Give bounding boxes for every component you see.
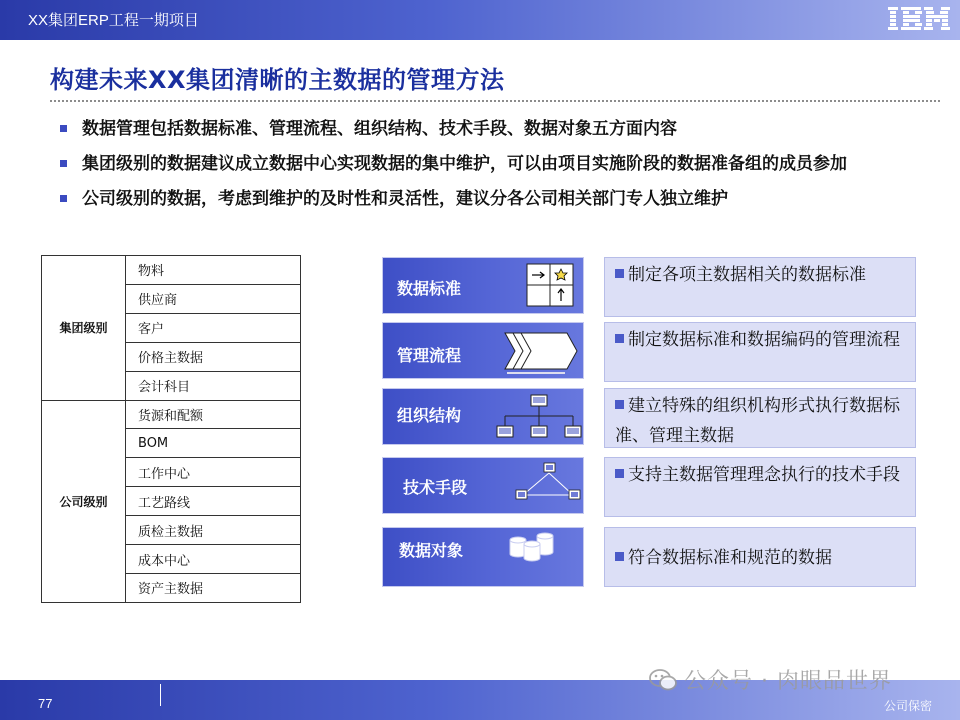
wechat-icon — [648, 668, 678, 692]
confidential-label: 公司保密 — [883, 699, 932, 713]
category-box — [382, 527, 584, 587]
desc-square-icon — [615, 469, 624, 478]
table-cell: 工艺路线 — [126, 487, 301, 516]
page-title: 构建未来XX集团清晰的主数据的管理方法 — [50, 66, 505, 94]
category-row-process — [382, 322, 917, 382]
category-label: 组织结构 — [397, 406, 462, 425]
org-chart-icon — [495, 392, 583, 444]
table-cell: 客户 — [126, 313, 301, 342]
bullet-text: 集团级别的数据建议成立数据中心实现数据的集中维护，可以由项目实施阶段的数据准备组的成员参加 — [82, 154, 847, 174]
table-cell: 质检主数据 — [126, 516, 301, 545]
bullet-text: 公司级别的数据，考虑到维护的及时性和灵活性，建议分各公司相关部门专人独立维护 — [82, 189, 728, 209]
category-label: 数据标准 — [397, 279, 462, 298]
category-label: 数据对象 — [399, 541, 464, 560]
watermark-text: 公众号 · 肉眼品世界 — [684, 669, 892, 694]
database-cylinders-icon — [507, 530, 559, 562]
desc-square-icon — [615, 269, 624, 278]
description-text: 符合数据标准和规范的数据 — [628, 548, 832, 568]
group-level-label: 集团级别 — [42, 256, 126, 401]
table-cell: 资产主数据 — [126, 573, 301, 602]
watermark — [648, 664, 892, 695]
category-box — [382, 388, 584, 445]
table-cell: 会计科目 — [126, 371, 301, 400]
table-cell: 工作中心 — [126, 458, 301, 487]
category-box — [382, 457, 584, 514]
description-text: 支持主数据管理理念执行的技术手段 — [628, 465, 900, 485]
table-cell: 价格主数据 — [126, 342, 301, 371]
company-level-label: 公司级别 — [42, 400, 126, 602]
bullet-square-icon — [60, 125, 67, 132]
table-cell: 供应商 — [126, 284, 301, 313]
description-text: 制定数据标准和数据编码的管理流程 — [628, 330, 900, 350]
project-title: XX集团ERP工程一期项目 — [28, 12, 199, 29]
bullet-text: 数据管理包括数据标准、管理流程、组织结构、技术手段、数据对象五方面内容 — [82, 119, 677, 139]
bullet-item — [60, 186, 920, 213]
standard-grid-icon — [526, 263, 574, 307]
table-cell: 物料 — [126, 256, 301, 285]
category-row-data-object — [382, 527, 917, 587]
table-cell: 成本中心 — [126, 545, 301, 574]
category-label: 技术手段 — [403, 478, 468, 497]
description-text: 制定各项主数据相关的数据标准 — [628, 265, 866, 285]
bullet-square-icon — [60, 160, 67, 167]
category-label: 管理流程 — [397, 346, 462, 365]
category-row-technology — [382, 457, 917, 517]
title-divider — [50, 100, 940, 102]
bullet-item — [60, 116, 920, 143]
category-box — [382, 322, 584, 379]
category-description — [604, 388, 916, 448]
category-description — [604, 257, 916, 317]
header-bar — [0, 0, 960, 40]
bullet-list — [60, 116, 920, 221]
table-cell: BOM — [126, 429, 301, 458]
table-row — [42, 256, 301, 285]
process-chevrons-icon — [501, 327, 581, 377]
desc-square-icon — [615, 334, 624, 343]
bullet-square-icon — [60, 195, 67, 202]
description-text: 建立特殊的组织机构形式执行数据标准、管理主数据 — [615, 396, 900, 446]
category-box — [382, 257, 584, 314]
category-description — [604, 527, 916, 587]
network-computers-icon — [513, 461, 583, 511]
desc-square-icon — [615, 400, 624, 409]
category-description — [604, 322, 916, 382]
category-row-data-standard — [382, 257, 917, 317]
page-number: 77 — [38, 696, 53, 711]
bullet-item — [60, 151, 920, 178]
desc-square-icon — [615, 552, 624, 561]
ibm-logo-icon — [886, 4, 952, 36]
master-data-table — [41, 255, 301, 603]
category-description — [604, 457, 916, 517]
footer-divider — [160, 684, 161, 706]
category-row-organization — [382, 388, 917, 448]
table-cell: 货源和配额 — [126, 400, 301, 429]
table-row — [42, 400, 301, 429]
